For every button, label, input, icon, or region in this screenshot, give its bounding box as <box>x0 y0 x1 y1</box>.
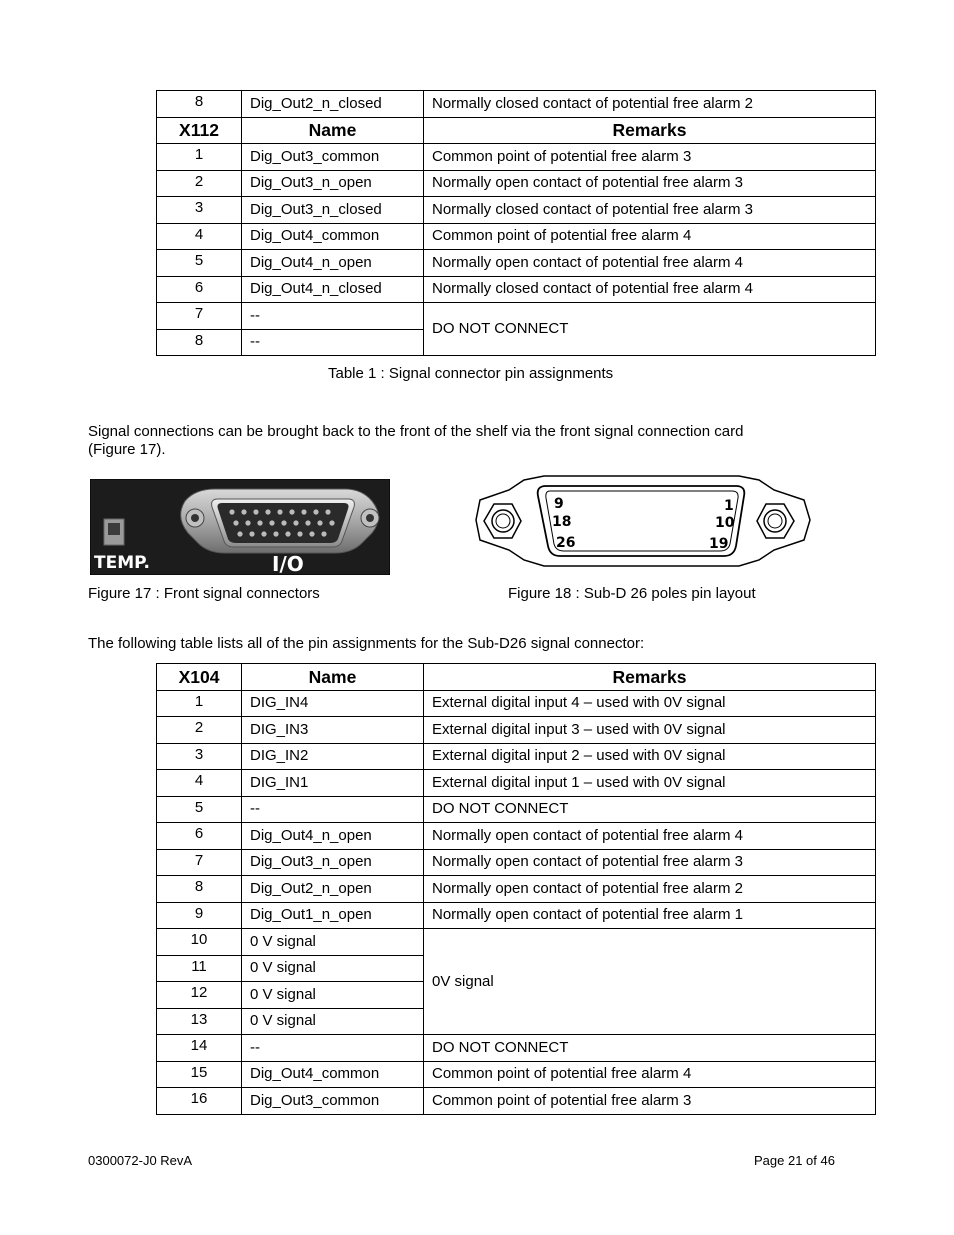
pin-cell: 5 <box>157 796 242 823</box>
name-cell: -- <box>242 329 424 356</box>
remarks-cell: Common point of potential free alarm 3 <box>424 144 876 171</box>
temp-connector-icon <box>104 519 124 545</box>
remarks-cell-merged: 0V signal <box>424 929 876 1035</box>
remarks-cell: Common point of potential free alarm 3 <box>424 1088 876 1115</box>
table-row <box>157 1061 876 1088</box>
remarks-cell: Normally open contact of potential free alarm 4 <box>424 823 876 850</box>
footer-page-number: Page 21 of 46 <box>754 1153 835 1168</box>
table-header-row <box>157 117 876 144</box>
remarks-cell: Common point of potential free alarm 4 <box>424 1061 876 1088</box>
pin-cell: 12 <box>157 982 242 1009</box>
table-row <box>157 197 876 224</box>
footer-doc-id: 0300072-J0 RevA <box>88 1153 193 1168</box>
name-cell: Dig_Out3_n_closed <box>242 197 424 224</box>
pin-cell: 8 <box>157 329 242 356</box>
remarks-cell: External digital input 2 – used with 0V signal <box>424 743 876 770</box>
pin-cell: 3 <box>157 197 242 224</box>
remarks-cell: Normally closed contact of potential free alarm 3 <box>424 197 876 224</box>
pin-label-1: 1 <box>724 498 734 514</box>
header-name: Name <box>242 664 424 691</box>
remarks-cell: External digital input 3 – used with 0V signal <box>424 717 876 744</box>
header-remarks: Remarks <box>424 664 876 691</box>
remarks-cell: Normally open contact of potential free alarm 3 <box>424 849 876 876</box>
table-row <box>157 849 876 876</box>
table-row <box>157 250 876 277</box>
name-cell: Dig_Out4_common <box>242 1061 424 1088</box>
remarks-cell: Normally open contact of potential free alarm 1 <box>424 902 876 929</box>
remarks-cell: Normally open contact of potential free alarm 2 <box>424 876 876 903</box>
name-cell: 0 V signal <box>242 982 424 1009</box>
temp-label: TEMP. <box>94 553 150 573</box>
name-cell: Dig_Out3_common <box>242 144 424 171</box>
header-connector: X112 <box>157 117 242 144</box>
pin-cell: 5 <box>157 250 242 277</box>
name-cell: Dig_Out2_n_open <box>242 876 424 903</box>
pin-cell: 13 <box>157 1008 242 1035</box>
table-row <box>157 276 876 303</box>
table-row <box>157 91 876 118</box>
name-cell: -- <box>242 796 424 823</box>
table-row <box>157 170 876 197</box>
name-cell: Dig_Out4_common <box>242 223 424 250</box>
table-row <box>157 303 876 330</box>
name-cell: DIG_IN3 <box>242 717 424 744</box>
remarks-cell: DO NOT CONNECT <box>424 796 876 823</box>
pin-cell: 7 <box>157 303 242 330</box>
name-cell: 0 V signal <box>242 955 424 982</box>
pin-cell: 16 <box>157 1088 242 1115</box>
pin-label-26: 26 <box>556 535 576 551</box>
name-cell: 0 V signal <box>242 1008 424 1035</box>
pin-cell: 4 <box>157 770 242 797</box>
table-row <box>157 1088 876 1115</box>
front-panel-illustration <box>90 479 390 575</box>
table-row <box>157 770 876 797</box>
paragraph-table-intro: The following table lists all of the pin assignments for the Sub-D26 signal connector: <box>88 635 645 652</box>
pin-label-19: 19 <box>709 536 729 552</box>
pin-label-18: 18 <box>552 514 572 530</box>
name-cell: 0 V signal <box>242 929 424 956</box>
pin-cell: 11 <box>157 955 242 982</box>
pin-cell: 4 <box>157 223 242 250</box>
front-signal-connectors-figure <box>90 479 390 575</box>
name-cell: Dig_Out4_n_open <box>242 250 424 277</box>
pin-label-10: 10 <box>715 515 735 531</box>
paragraph-front-signal: Signal connections can be brought back to the front of the shelf via the front signal connection card (Figure 17). <box>88 423 744 458</box>
pin-cell: 3 <box>157 743 242 770</box>
name-cell: Dig_Out3_common <box>242 1088 424 1115</box>
name-cell: DIG_IN2 <box>242 743 424 770</box>
remarks-cell: External digital input 4 – used with 0V signal <box>424 690 876 717</box>
subd26-layout-figure <box>474 470 814 570</box>
table-row <box>157 796 876 823</box>
remarks-cell: Normally closed contact of potential free alarm 2 <box>424 91 876 118</box>
dsub-connector-icon <box>181 489 379 553</box>
name-cell: Dig_Out1_n_open <box>242 902 424 929</box>
table-row <box>157 743 876 770</box>
name-cell: -- <box>242 303 424 330</box>
header-connector: X104 <box>157 664 242 691</box>
pin-cell: 10 <box>157 929 242 956</box>
table-row <box>157 929 876 956</box>
table-row <box>157 690 876 717</box>
pin-cell: 2 <box>157 717 242 744</box>
name-cell: DIG_IN1 <box>242 770 424 797</box>
pin-cell: 6 <box>157 823 242 850</box>
remarks-cell-merged: DO NOT CONNECT <box>424 303 876 356</box>
name-cell: -- <box>242 1035 424 1062</box>
table-row <box>157 902 876 929</box>
remarks-cell: Normally open contact of potential free alarm 3 <box>424 170 876 197</box>
pin-cell: 15 <box>157 1061 242 1088</box>
pin-table-x112 <box>156 90 876 356</box>
figure18-caption: Figure 18 : Sub-D 26 poles pin layout <box>508 585 756 602</box>
name-cell: Dig_Out3_n_open <box>242 170 424 197</box>
table-row <box>157 1035 876 1062</box>
name-cell: DIG_IN4 <box>242 690 424 717</box>
remarks-cell: External digital input 1 – used with 0V signal <box>424 770 876 797</box>
pin-cell: 8 <box>157 91 242 118</box>
name-cell: Dig_Out4_n_open <box>242 823 424 850</box>
pin-cell: 9 <box>157 902 242 929</box>
name-cell: Dig_Out2_n_closed <box>242 91 424 118</box>
remarks-cell: Normally open contact of potential free alarm 4 <box>424 250 876 277</box>
figure17-caption: Figure 17 : Front signal connectors <box>88 585 320 602</box>
pin-cell: 6 <box>157 276 242 303</box>
pin-label-9: 9 <box>554 496 564 512</box>
table-header-row <box>157 664 876 691</box>
pin-cell: 8 <box>157 876 242 903</box>
header-name: Name <box>242 117 424 144</box>
table-row <box>157 876 876 903</box>
remarks-cell: DO NOT CONNECT <box>424 1035 876 1062</box>
pin-cell: 2 <box>157 170 242 197</box>
pin-table-x104 <box>156 663 876 1115</box>
table-row <box>157 717 876 744</box>
pin-cell: 14 <box>157 1035 242 1062</box>
table-row <box>157 144 876 171</box>
pin-cell: 7 <box>157 849 242 876</box>
pin-cell: 1 <box>157 690 242 717</box>
name-cell: Dig_Out4_n_closed <box>242 276 424 303</box>
io-label: I/O <box>272 552 304 575</box>
table-row <box>157 223 876 250</box>
subd26-outline-illustration <box>474 470 814 570</box>
table1-caption: Table 1 : Signal connector pin assignments <box>328 365 614 382</box>
name-cell: Dig_Out3_n_open <box>242 849 424 876</box>
header-remarks: Remarks <box>424 117 876 144</box>
remarks-cell: Common point of potential free alarm 4 <box>424 223 876 250</box>
remarks-cell: Normally closed contact of potential free alarm 4 <box>424 276 876 303</box>
pin-cell: 1 <box>157 144 242 171</box>
table-row <box>157 823 876 850</box>
